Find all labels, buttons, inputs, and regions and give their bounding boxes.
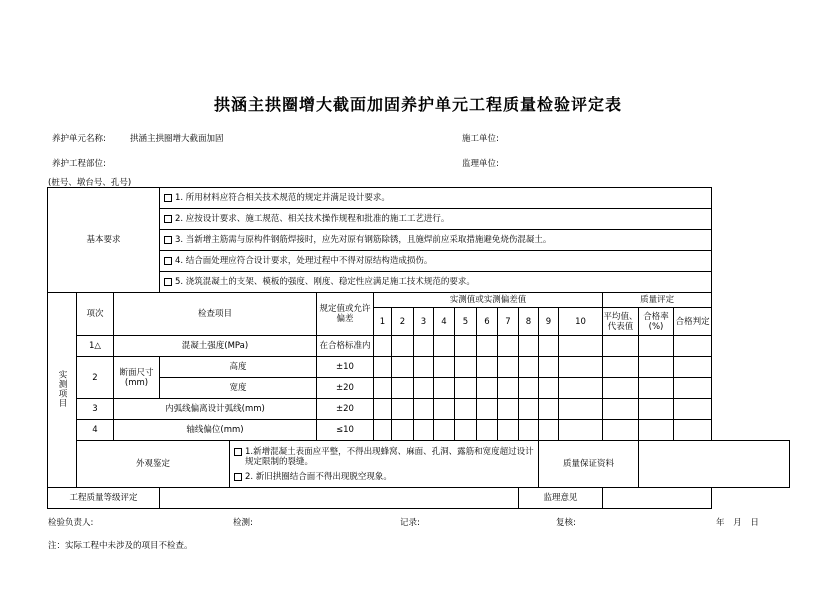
supervision-opinion-label: 监理意见 [519,488,603,509]
measure-cell[interactable] [455,336,477,357]
measure-cell[interactable] [455,420,477,441]
row-spec: ≤10 [317,420,374,441]
measure-cell[interactable] [374,420,392,441]
measure-cell[interactable] [414,336,434,357]
grading-label: 工程质量等级评定 [48,488,160,509]
measure-cell[interactable] [434,378,455,399]
tester-label: 检测: [233,518,253,528]
row-item: 轴线偏位(mm) [114,420,317,441]
measure-cell[interactable] [559,378,603,399]
rate-cell[interactable] [639,378,674,399]
avg-cell[interactable] [603,336,639,357]
inspection-table [47,187,790,509]
measure-cell[interactable] [374,399,392,420]
judge-cell[interactable] [674,399,712,420]
measure-cell[interactable] [498,399,519,420]
supervision-unit-label: 监理单位: [462,159,499,169]
row-no: 1△ [77,336,114,357]
row-item: 宽度 [160,378,317,399]
measure-cell[interactable] [498,420,519,441]
measured-section-label: 实测项目 [48,293,77,488]
measure-cell[interactable] [374,378,392,399]
measure-cell[interactable] [434,399,455,420]
grading-cell[interactable] [160,488,519,509]
appearance-item: 1.新增混凝土表面应平整，不得出现蜂窝、麻面、孔洞、露筋和宽度超过设计规定限制的裂缝。 [245,446,534,467]
checkbox[interactable] [164,215,172,223]
row-spec: ±20 [317,399,374,420]
measure-cell[interactable] [477,399,498,420]
measure-cell[interactable] [392,378,414,399]
quality-docs-label: 质量保证资料 [539,441,639,488]
measure-cell[interactable] [519,399,539,420]
measure-num: 1 [374,308,392,336]
measure-cell[interactable] [498,336,519,357]
measure-num: 6 [477,308,498,336]
measure-cell[interactable] [414,378,434,399]
avg-cell[interactable] [603,420,639,441]
supervision-opinion-cell[interactable] [603,488,712,509]
requirement-item[interactable]: 1. 所用材料应符合相关技术规范的规定并满足设计要求。 [160,188,712,209]
judge-cell[interactable] [674,336,712,357]
checkbox[interactable] [164,236,172,244]
checkbox[interactable] [164,257,172,265]
measure-cell[interactable] [519,378,539,399]
col-spec-header: 规定值或允许偏差 [317,293,374,336]
measure-num: 7 [498,308,519,336]
requirement-item[interactable]: 3. 当新增主筋需与原构件钢筋焊接时，应先对原有钢筋除锈，且施焊前应采取措施避免烧伤混凝土。 [160,230,712,251]
measure-cell[interactable] [519,420,539,441]
measure-cell[interactable] [559,420,603,441]
checkbox[interactable] [164,278,172,286]
row-no: 2 [77,357,114,399]
measure-cell[interactable] [392,399,414,420]
row-item: 内弧线偏离设计弧线(mm) [114,399,317,420]
requirement-item[interactable]: 4. 结合面处理应符合设计要求，处理过程中不得对原结构造成损伤。 [160,251,712,272]
measure-num: 9 [539,308,559,336]
measure-num: 8 [519,308,539,336]
appearance-items [230,441,539,488]
measure-cell[interactable] [477,336,498,357]
reviewer-label: 复核: [556,518,576,528]
rate-cell[interactable] [639,357,674,378]
judge-cell[interactable] [674,420,712,441]
measure-cell[interactable] [455,357,477,378]
measure-cell[interactable] [519,357,539,378]
measure-cell[interactable] [539,336,559,357]
col-judge-header: 合格判定 [674,308,712,336]
col-item-header: 检查项目 [114,293,317,336]
judge-cell[interactable] [674,378,712,399]
rate-cell[interactable] [639,420,674,441]
rate-cell[interactable] [639,399,674,420]
location-note: (桩号、墩台号、孔号) [48,178,132,188]
unit-name-label: 养护单元名称: [52,134,106,144]
requirement-item[interactable]: 2. 应按设计要求、施工规范、相关技术操作规程和批准的施工工艺进行。 [160,209,712,230]
checkbox[interactable] [164,194,172,202]
appearance-item: 2. 新旧拱圈结合面不得出现脱空现象。 [245,471,392,482]
date-label: 年 月 日 [716,518,759,528]
measure-cell[interactable] [519,336,539,357]
measure-cell[interactable] [434,336,455,357]
recorder-label: 记录: [400,518,420,528]
measure-cell[interactable] [498,378,519,399]
measure-cell[interactable] [392,357,414,378]
page-title: 拱涵主拱圈增大截面加固养护单元工程质量检验评定表 [213,95,622,114]
measure-cell[interactable] [477,378,498,399]
col-rate-header: 合格率(%) [639,308,674,336]
col-no-header: 项次 [77,293,114,336]
avg-cell[interactable] [603,399,639,420]
measure-cell[interactable] [414,420,434,441]
measure-cell[interactable] [434,357,455,378]
row-spec: 在合格标准内 [317,336,374,357]
col-avg-header: 平均值、代表值 [603,308,639,336]
measure-cell[interactable] [559,336,603,357]
measure-cell[interactable] [434,420,455,441]
footer-note: 注：实际工程中未涉及的项目不检查。 [48,541,193,551]
row-item: 混凝土强度(MPa) [114,336,317,357]
row-no: 3 [77,399,114,420]
measure-num: 10 [559,308,603,336]
requirement-item[interactable]: 5. 浇筑混凝土的支架、模板的强度、刚度、稳定性应满足施工技术规范的要求。 [160,272,712,293]
row-no: 4 [77,420,114,441]
row-item: 高度 [160,357,317,378]
measure-cell[interactable] [392,336,414,357]
checkbox[interactable] [234,473,242,481]
measure-cell[interactable] [392,420,414,441]
checkbox[interactable] [234,448,242,456]
row-spec: ±10 [317,357,374,378]
appearance-label: 外观鉴定 [77,441,230,488]
judge-cell[interactable] [674,357,712,378]
row-spec: ±20 [317,378,374,399]
measure-cell[interactable] [414,357,434,378]
unit-name-value: 拱涵主拱圈增大截面加固 [130,134,224,144]
measure-cell[interactable] [477,420,498,441]
rate-cell[interactable] [639,336,674,357]
measure-cell[interactable] [455,378,477,399]
measure-cell[interactable] [455,399,477,420]
measure-cell[interactable] [374,336,392,357]
project-part-label: 养护工程部位: [52,159,106,169]
measure-cell[interactable] [477,357,498,378]
avg-cell[interactable] [603,378,639,399]
row-group: 断面尺寸(mm) [114,357,160,399]
measure-cell[interactable] [559,399,603,420]
construction-unit-label: 施工单位: [462,134,499,144]
inspector-label: 检验负责人: [48,518,94,528]
avg-cell[interactable] [603,357,639,378]
measure-cell[interactable] [539,357,559,378]
measure-num: 3 [414,308,434,336]
measure-cell[interactable] [539,399,559,420]
quality-docs-cell[interactable] [639,441,790,488]
measure-num: 2 [392,308,414,336]
measure-num: 5 [455,308,477,336]
measure-cell[interactable] [414,399,434,420]
measure-num: 4 [434,308,455,336]
col-measured-header: 实测值或实测偏差值 [374,293,603,308]
measure-cell[interactable] [498,357,519,378]
measure-cell[interactable] [539,378,559,399]
col-quality-header: 质量评定 [603,293,712,308]
measure-cell[interactable] [374,357,392,378]
basic-requirements-label: 基本要求 [48,188,160,293]
measure-cell[interactable] [539,420,559,441]
measure-cell[interactable] [559,357,603,378]
